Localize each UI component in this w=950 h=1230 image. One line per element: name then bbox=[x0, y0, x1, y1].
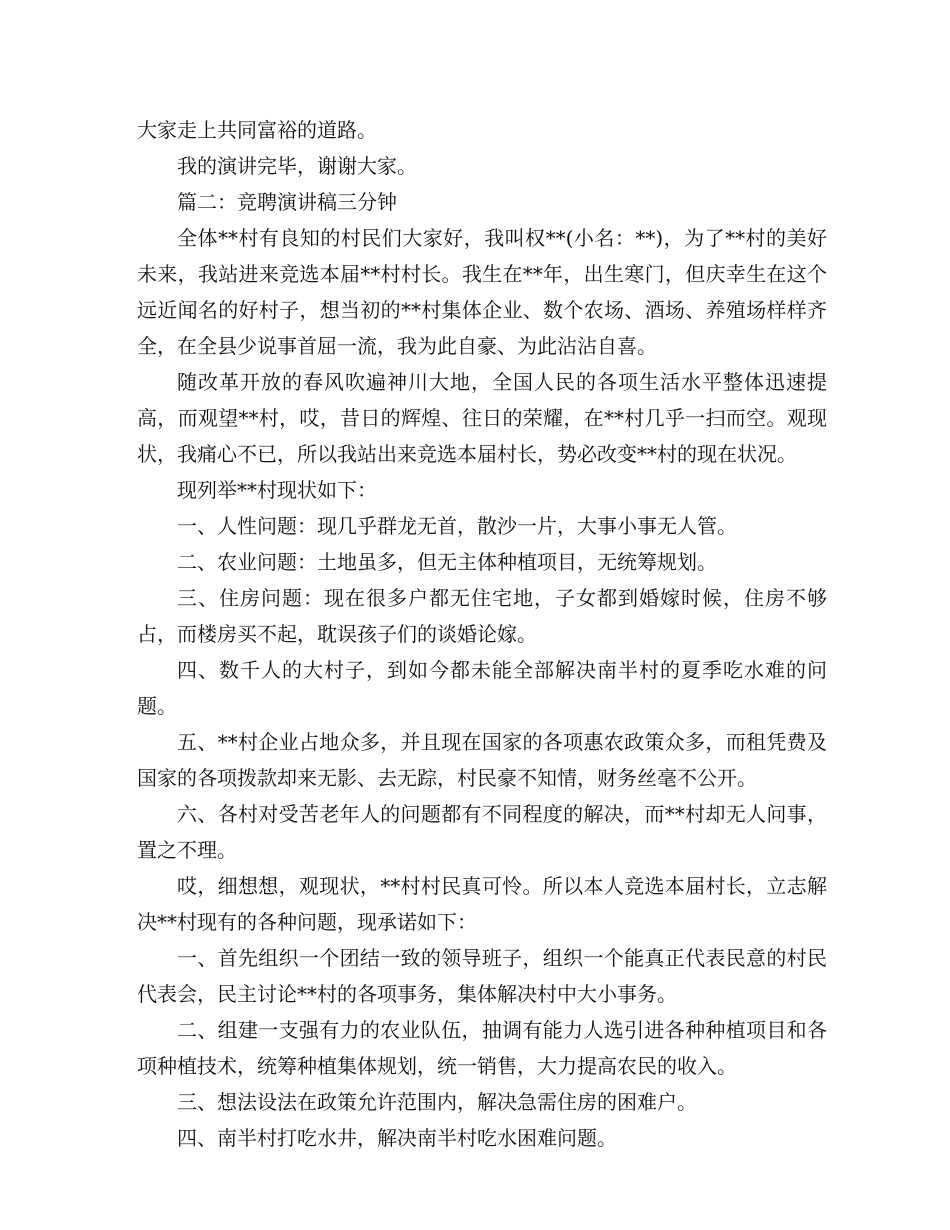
list-item: 二、农业问题：土地虽多，但无主体种植项目，无统筹规划。 bbox=[177, 550, 717, 574]
paragraph: 哎，细想想，观现状，**村村民真可怜。所以本人竞选本届村长，立志解决**村现有的各种问题，现承诺如下： bbox=[137, 874, 827, 934]
paragraph: 现列举**村现状如下： bbox=[177, 478, 377, 502]
list-item: 五、**村企业占地众多，并且现在国家的各项惠农政策众多，而租凭费及国家的各项拨款却来无影、去无踪，村民豪不知情，财务丝毫不公开。 bbox=[137, 730, 827, 790]
list-item: 二、组建一支强有力的农业队伍，抽调有能力人选引进各种种植项目和各项种植技术，统筹种植集体规划，统一销售，大力提高农民的收入。 bbox=[137, 1018, 827, 1078]
list-item: 三、想法设法在政策允许范围内，解决急需住房的困难户。 bbox=[177, 1090, 697, 1114]
paragraph: 随改革开放的春风吹遍神川大地，全国人民的各项生活水平整体迅速提高，而观望**村，哎，昔日的辉煌、往日的荣耀，在**村几乎一扫而空。观现状，我痛心不已，所以我站出来竞选本届村长，势必改变**村的现在状况。 bbox=[137, 370, 827, 466]
list-item: 六、各村对受苦老年人的问题都有不同程度的解决，而**村却无人问事，置之不理。 bbox=[137, 802, 827, 862]
list-item: 四、数千人的大村子，到如今都未能全部解决南半村的夏季吃水难的问题。 bbox=[137, 658, 827, 718]
list-item: 四、南半村打吃水井，解决南半村吃水困难问题。 bbox=[177, 1126, 617, 1150]
paragraph-continuation: 大家走上共同富裕的道路。 bbox=[137, 118, 377, 142]
list-item: 三、住房问题：现在很多户都无住宅地，子女都到婚嫁时候，住房不够占，而楼房买不起，耽误孩子们的谈婚论嫁。 bbox=[137, 586, 827, 646]
paragraph: 我的演讲完毕，谢谢大家。 bbox=[177, 154, 417, 178]
list-item: 一、人性问题：现几乎群龙无首，散沙一片，大事小事无人管。 bbox=[177, 514, 737, 538]
document-body bbox=[137, 112, 827, 1156]
list-item: 一、首先组织一个团结一致的领导班子，组织一个能真正代表民意的村民代表会，民主讨论**村的各项事务，集体解决村中大小事务。 bbox=[137, 946, 827, 1006]
section-heading: 篇二：竞聘演讲稿三分钟 bbox=[177, 190, 397, 214]
paragraph: 全体**村有良知的村民们大家好，我叫权**(小名：**)，为了**村的美好未来，我站进来竞选本届**村村长。我生在**年，出生寒门，但庆幸生在这个远近闻名的好村子，想当初的**村集体企业、数个农场、酒场、养殖场样样齐全，在全县少说事首屈一流，我为此自豪、为此沾沾自喜。 bbox=[137, 226, 827, 358]
